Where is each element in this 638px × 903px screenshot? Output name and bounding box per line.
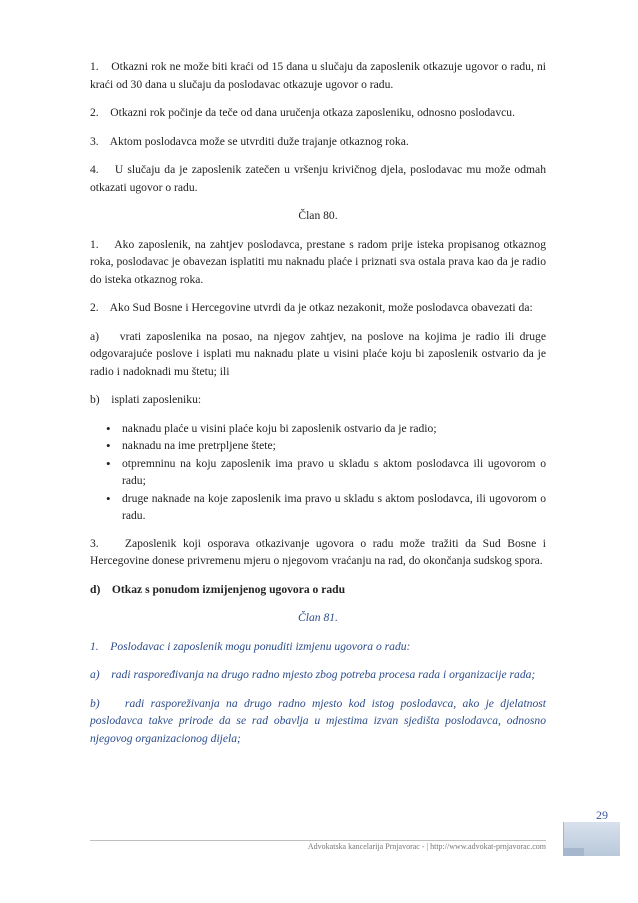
paragraph-10: 1. Poslodavac i zaposlenik mogu ponuditi izmjenu ugovora o radu: xyxy=(90,639,411,653)
footer-divider xyxy=(90,840,546,841)
paragraph-2: 2. Otkazni rok počinje da teče od dana uručenja otkaza zaposleniku, odnosno poslodavcu. xyxy=(90,106,515,119)
paragraph-4: 4. U slučaju da je zaposlenik zatečen u vršenju krivičnog djela, poslodavac mu može odmah otkazati ugovor o radu. xyxy=(90,163,546,194)
paragraph-3: 3. Aktom poslodavca može se utvrditi duže trajanje otkaznog roka. xyxy=(90,134,409,148)
article-80-heading: Član 80. xyxy=(298,209,338,222)
page-tab-decoration xyxy=(563,822,620,856)
list-item: • druge naknade na koje zaposlenik ima pravo u skladu s aktom poslodavca, ili ugovorom o radu. xyxy=(122,490,546,525)
paragraph-9: 3. Zaposlenik koji osporava otkazivanje ugovora o radu može tražiti da Sud Bosne i Hercegovine donese privremenu mjeru o njegovom vraćanju na rad, do okončanja sudskog spora. xyxy=(90,536,546,567)
bullet-list xyxy=(90,420,546,525)
paragraph-7: a) vrati zaposlenika na posao, na njegov zahtjev, na poslove na kojima je radio ili druge odgovarajuće poslove i isplati mu naknadu plate u visini plaće koju bi zaposlenik ostvario da je radio i nadoknadi mu štetu; ili xyxy=(90,329,546,378)
article-81-heading: Član 81. xyxy=(298,611,338,624)
paragraph-12: b) radi rasporeživanja na drugo radno mjesto kod istog poslodavca, ako je djelatnost poslodavca takve prirode da se rad obavlja u mjestima izvan sjedišta poslodavca, odnosno njegovog organizacionog dijela; xyxy=(90,696,546,745)
paragraph-1: 1. Otkazni rok ne može biti kraći od 15 dana u slučaju da zaposlenik otkazuje ugovor o radu, ni kraći od 30 dana u slučaju da poslodavac otkazuje ugovor o radu. xyxy=(90,60,546,91)
footer-text: Advokatska kancelarija Prnjavorac - | http://www.advokat-prnjavorac.com xyxy=(307,842,546,851)
paragraph-8: b) isplati zaposleniku: xyxy=(90,393,202,406)
list-item: • naknadu na ime pretrpljene štete; xyxy=(122,437,546,455)
document-body xyxy=(90,58,546,758)
list-item: • otpremninu na koju zaposlenik ima pravo u skladu s aktom poslodavca ili ugovorom o radu; xyxy=(122,455,546,490)
paragraph-6: 2. Ako Sud Bosne i Hercegovine utvrdi da je otkaz nezakonit, može poslodavca obavezati da: xyxy=(90,301,533,314)
page-number: 29 xyxy=(596,808,608,822)
paragraph-11: a) radi raspoređivanja na drugo radno mjesto zbog potreba procesa rada i organizacije rada; xyxy=(90,668,536,681)
section-d-heading: d) Otkaz s ponudom izmijenjenog ugovora o radu xyxy=(90,582,346,596)
paragraph-5: 1. Ako zaposlenik, na zahtjev poslodavca, prestane s radom prije isteka propisanog otkaznog roka, poslodavac je obavezan isplatiti mu naknadu plaće i priznati sva ostala prava kao da je radio do isteka otkaznog roka. xyxy=(90,237,546,286)
list-item: • naknadu plaće u visini plaće koju bi zaposlenik ostvario da je radio; xyxy=(122,420,546,438)
